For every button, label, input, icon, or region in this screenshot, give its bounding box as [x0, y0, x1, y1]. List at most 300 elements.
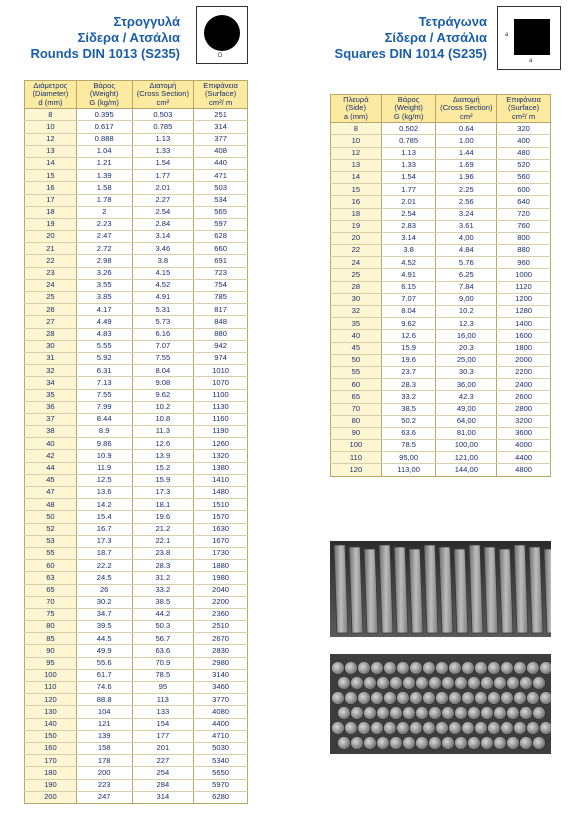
squares-cell: 90 [331, 427, 382, 439]
rounds-cell: 113 [132, 694, 194, 706]
table-row [25, 669, 248, 681]
table-row [331, 257, 551, 269]
rounds-cell: 56.7 [132, 633, 194, 645]
table-row [331, 293, 551, 305]
rounds-cell: 7.13 [76, 377, 132, 389]
round-bar-end-shape [351, 707, 364, 720]
round-bar-end-shape [423, 662, 436, 675]
rounds-cell: 1570 [194, 511, 248, 523]
squares-cell: 7.84 [436, 281, 497, 293]
rounds-cell: 12.6 [132, 438, 194, 450]
rounds-cell: 7.55 [132, 352, 194, 364]
table-row [25, 218, 248, 230]
squares-cell: 25,00 [436, 354, 497, 366]
rounds-cell: 24 [25, 279, 77, 291]
rounds-header-line: Διατομή [149, 81, 177, 90]
table-row [25, 682, 248, 694]
round-bar-end-shape [514, 692, 527, 705]
squares-cell: 30 [331, 293, 382, 305]
squares-cell: 3.14 [381, 232, 436, 244]
squares-cell: 13 [331, 159, 382, 171]
round-bar-end-shape [442, 677, 455, 690]
table-row [25, 535, 248, 547]
rounds-header-col-1 [76, 81, 132, 109]
round-bar-end-shape [384, 722, 397, 735]
rounds-cell: 78.5 [132, 669, 194, 681]
table-row [331, 232, 551, 244]
squares-cell: 70 [331, 403, 382, 415]
table-row [25, 645, 248, 657]
squares-cell: 800 [497, 232, 551, 244]
squares-cell: 2400 [497, 379, 551, 391]
squares-cell: 7.07 [381, 293, 436, 305]
squares-header-col-2 [436, 95, 497, 123]
squares-header-line: Διατομή [452, 95, 480, 104]
rounds-cell: 227 [132, 755, 194, 767]
rounds-cell: 16 [25, 182, 77, 194]
rounds-cell: 1630 [194, 523, 248, 535]
rounds-cell: 14 [25, 157, 77, 169]
round-bar-end-shape [364, 677, 377, 690]
squares-header-line: (Side) [345, 103, 366, 113]
round-bar-end-shape [416, 677, 429, 690]
rounds-cell: 0.503 [132, 109, 194, 121]
table-row [25, 633, 248, 645]
rounds-cell: 848 [194, 316, 248, 328]
table-row [331, 281, 551, 293]
rounds-cell: 0.617 [76, 121, 132, 133]
rounds-cell: 32 [25, 365, 77, 377]
squares-cell: 9,00 [436, 293, 497, 305]
squares-cell: 10 [331, 135, 382, 147]
round-bar-end-shape [507, 737, 520, 750]
rounds-cell: 2.47 [76, 231, 132, 243]
squares-cell: 0.785 [381, 135, 436, 147]
circle-icon [204, 15, 240, 51]
squares-cell: 12.6 [381, 330, 436, 342]
squares-cell: 36,00 [436, 379, 497, 391]
rounds-cell: 1.39 [76, 170, 132, 182]
round-bar-end-shape [488, 662, 501, 675]
rounds-cell: 503 [194, 182, 248, 194]
rounds-cell: 18.1 [132, 499, 194, 511]
rounds-cell: 223 [76, 779, 132, 791]
rounds-cell: 5.92 [76, 352, 132, 364]
squares-cell: 15.9 [381, 342, 436, 354]
squares-title-en: Squares DIN 1014 (S235) [334, 46, 487, 61]
rounds-cell: 408 [194, 145, 248, 157]
rounds-cell: 2670 [194, 633, 248, 645]
rounds-cell: 10.2 [132, 401, 194, 413]
rounds-cell: 39.5 [76, 621, 132, 633]
squares-cell: 2600 [497, 391, 551, 403]
rounds-cell: 3140 [194, 669, 248, 681]
rounds-cell: 158 [76, 742, 132, 754]
rounds-header-line: G (kg/m) [89, 97, 119, 107]
round-bar-end-shape [468, 737, 481, 750]
bottom-side-label: a [529, 58, 533, 64]
round-bar-end-shape [338, 677, 351, 690]
rounds-cell: 50.3 [132, 621, 194, 633]
rounds-cell: 12 [25, 133, 77, 145]
rounds-cell: 200 [76, 767, 132, 779]
squares-cell: 49,00 [436, 403, 497, 415]
rounds-cell: 2040 [194, 584, 248, 596]
rounds-cell: 49.9 [76, 645, 132, 657]
table-row [25, 328, 248, 340]
rounds-cell: 3.26 [76, 267, 132, 279]
rounds-cell: 2980 [194, 657, 248, 669]
squares-cell: 19.6 [381, 354, 436, 366]
rounds-cell: 44.5 [76, 633, 132, 645]
table-row [25, 194, 248, 206]
round-bar-end-shape [475, 662, 488, 675]
rounds-cell: 34.7 [76, 608, 132, 620]
table-row [331, 245, 551, 257]
round-bar-end-shape [442, 737, 455, 750]
round-bar-end-shape [527, 692, 540, 705]
rounds-cell: 1130 [194, 401, 248, 413]
squares-cell: 3.61 [436, 220, 497, 232]
rounds-cell: 22.2 [76, 560, 132, 572]
round-bar-end-shape [416, 737, 429, 750]
table-row [25, 742, 248, 754]
squares-cell: 2.56 [436, 196, 497, 208]
squares-cell: 19 [331, 220, 382, 232]
rounds-cell: 150 [25, 730, 77, 742]
rounds-cell: 10 [25, 121, 77, 133]
rounds-cell: 8.9 [76, 426, 132, 438]
table-row [25, 279, 248, 291]
squares-cell: 14 [331, 171, 382, 183]
round-bar-end-shape [481, 677, 494, 690]
rounds-cell: 565 [194, 206, 248, 218]
squares-cell: 113,00 [381, 464, 436, 476]
rounds-cell: 26 [76, 584, 132, 596]
rounds-cell: 2200 [194, 596, 248, 608]
rounds-cell: 9.62 [132, 389, 194, 401]
rounds-cell: 974 [194, 352, 248, 364]
rounds-cell: 15 [25, 170, 77, 182]
rounds-cell: 660 [194, 243, 248, 255]
rounds-header-line: Επιφάνεια [203, 81, 238, 90]
table-row [331, 196, 551, 208]
squares-cell: 81,00 [436, 427, 497, 439]
rounds-cell: 4.49 [76, 316, 132, 328]
rounds-cell: 200 [25, 791, 77, 803]
rounds-header-line: (Cross Section) [136, 89, 190, 99]
rounds-cell: 5.31 [132, 304, 194, 316]
round-bar-end-shape [462, 662, 475, 675]
round-bar-end-shape [403, 707, 416, 720]
round-bar-end-shape [345, 722, 358, 735]
table-row [25, 377, 248, 389]
rounds-cell: 1730 [194, 547, 248, 559]
squares-cell: 20.3 [436, 342, 497, 354]
rounds-cell: 10.9 [76, 450, 132, 462]
rounds-cell: 377 [194, 133, 248, 145]
squares-cell: 1800 [497, 342, 551, 354]
squares-cell: 12 [331, 147, 382, 159]
rounds-header-line: (Surface) [204, 89, 237, 99]
rounds-cell: 61.7 [76, 669, 132, 681]
rounds-cell: 121 [76, 718, 132, 730]
rounds-header-col-0 [25, 81, 77, 109]
squares-cell: 1.54 [381, 171, 436, 183]
rounds-cell: 1.13 [132, 133, 194, 145]
rounds-cell: 55.6 [76, 657, 132, 669]
squares-cell: 640 [497, 196, 551, 208]
squares-cell: 60 [331, 379, 382, 391]
rounds-cell: 31 [25, 352, 77, 364]
round-bar-end-shape [390, 677, 403, 690]
round-bar-end-shape [455, 737, 468, 750]
rounds-cell: 30.2 [76, 596, 132, 608]
squares-cell: 10.2 [436, 306, 497, 318]
table-row [25, 547, 248, 559]
rounds-cell: 0.888 [76, 133, 132, 145]
rounds-cell: 440 [194, 157, 248, 169]
round-bar-end-shape [449, 662, 462, 675]
squares-cell: 95,00 [381, 452, 436, 464]
squares-cell: 1400 [497, 318, 551, 330]
rounds-cell: 44.2 [132, 608, 194, 620]
rounds-cell: 4.52 [132, 279, 194, 291]
rounds-cell: 5650 [194, 767, 248, 779]
rounds-cell: 33.2 [132, 584, 194, 596]
rounds-cell: 110 [25, 682, 77, 694]
rounds-cell: 177 [132, 730, 194, 742]
squares-cell: 2000 [497, 354, 551, 366]
rounds-cell: 3.55 [76, 279, 132, 291]
rounds-cell: 723 [194, 267, 248, 279]
squares-subtitle-gr: Σίδερα / Ατσάλια [384, 30, 487, 45]
rounds-cell: 22 [25, 255, 77, 267]
rounds-cell: 15.2 [132, 462, 194, 474]
squares-cell: 45 [331, 342, 382, 354]
rounds-cell: 4.15 [132, 267, 194, 279]
rounds-cell: 3770 [194, 694, 248, 706]
round-bar-end-shape [507, 677, 520, 690]
round-bar-end-shape [436, 662, 449, 675]
squares-cell: 20 [331, 232, 382, 244]
rounds-cell: 3.8 [132, 255, 194, 267]
rounds-title-gr: Στρογγυλά [113, 14, 180, 29]
round-bar-end-shape [371, 722, 384, 735]
table-row [331, 342, 551, 354]
table-row [25, 572, 248, 584]
round-bar-end-shape [442, 707, 455, 720]
table-row [25, 608, 248, 620]
round-bar-end-shape [488, 692, 501, 705]
squares-cell: 1.33 [381, 159, 436, 171]
table-row [25, 462, 248, 474]
round-bars-illustration [330, 654, 551, 754]
rounds-table [24, 80, 248, 804]
table-row [331, 318, 551, 330]
round-bar-end-shape [468, 707, 481, 720]
table-row [25, 755, 248, 767]
rounds-cell: 53 [25, 535, 77, 547]
round-bar-end-shape [390, 707, 403, 720]
rounds-cell: 170 [25, 755, 77, 767]
round-bar-end-shape [332, 692, 345, 705]
squares-cell: 1.77 [381, 184, 436, 196]
squares-title-gr: Τετράγωνα [418, 14, 487, 29]
rounds-cell: 15.9 [132, 474, 194, 486]
squares-cell: 2.54 [381, 208, 436, 220]
rounds-cell: 785 [194, 292, 248, 304]
rounds-header-line: Διάμετρος [33, 81, 68, 90]
rounds-cell: 178 [76, 755, 132, 767]
rounds-cell: 247 [76, 791, 132, 803]
rounds-cell: 9.86 [76, 438, 132, 450]
squares-header-line: (Cross Section) [440, 103, 493, 113]
round-bar-end-shape [384, 692, 397, 705]
round-bar-end-shape [371, 662, 384, 675]
round-bar-end-shape [494, 707, 507, 720]
rounds-cell: 7.55 [76, 389, 132, 401]
rounds-cell: 130 [25, 706, 77, 718]
table-row [331, 184, 551, 196]
round-bar-end-shape [488, 722, 501, 735]
table-row [25, 157, 248, 169]
rounds-cell: 2.54 [132, 206, 194, 218]
side-label: a [505, 32, 509, 38]
rounds-cell: 0.785 [132, 121, 194, 133]
round-bar-end-shape [390, 737, 403, 750]
table-row [25, 182, 248, 194]
rounds-cell: 3.46 [132, 243, 194, 255]
table-row [25, 657, 248, 669]
round-bar-end-shape [410, 722, 423, 735]
round-bar-end-shape [371, 692, 384, 705]
table-row [25, 730, 248, 742]
rounds-cell: 10.8 [132, 413, 194, 425]
round-bar-end-shape [475, 722, 488, 735]
rounds-cell: 1480 [194, 487, 248, 499]
table-row [25, 231, 248, 243]
rounds-cell: 1190 [194, 426, 248, 438]
rounds-cell: 817 [194, 304, 248, 316]
round-bar-end-shape [332, 722, 345, 735]
round-bar-end-shape [501, 722, 514, 735]
squares-cell: 6.15 [381, 281, 436, 293]
squares-cell: 8 [331, 123, 382, 135]
rounds-cell: 251 [194, 109, 248, 121]
squares-title-block [300, 14, 487, 62]
rounds-cell: 23 [25, 267, 77, 279]
round-bar-end-shape [397, 692, 410, 705]
table-row [331, 440, 551, 452]
rounds-cell: 37 [25, 413, 77, 425]
squares-cell: 4800 [497, 464, 551, 476]
squares-cell: 4.91 [381, 269, 436, 281]
table-row [331, 171, 551, 183]
table-row [331, 427, 551, 439]
rounds-cell: 4.17 [76, 304, 132, 316]
squares-cell: 1.13 [381, 147, 436, 159]
squares-cell: 5.76 [436, 257, 497, 269]
rounds-cell: 1010 [194, 365, 248, 377]
round-bar-end-shape [377, 677, 390, 690]
square-icon [514, 19, 550, 55]
rounds-table-body [25, 109, 248, 804]
squares-header-line: a (mm) [343, 111, 368, 121]
round-bar-end-shape [507, 707, 520, 720]
rounds-cell: 4080 [194, 706, 248, 718]
rounds-cell: 16.7 [76, 523, 132, 535]
round-bar-end-shape [436, 692, 449, 705]
rounds-cell: 2 [76, 206, 132, 218]
squares-cell: 33.2 [381, 391, 436, 403]
squares-cell: 1600 [497, 330, 551, 342]
squares-cell: 80 [331, 415, 382, 427]
rounds-cell: 24.5 [76, 572, 132, 584]
rounds-cell: 3.14 [132, 231, 194, 243]
rounds-cell: 190 [25, 779, 77, 791]
round-bar-end-shape [332, 662, 345, 675]
round-bar-end-shape [364, 707, 377, 720]
table-row [25, 255, 248, 267]
squares-header-line: Πλευρά [343, 95, 369, 104]
round-bar-end-shape [351, 677, 364, 690]
rounds-cell: 2.23 [76, 218, 132, 230]
squares-cell: 2.01 [381, 196, 436, 208]
table-row [25, 438, 248, 450]
rounds-cell: 36 [25, 401, 77, 413]
rounds-cell: 2830 [194, 645, 248, 657]
round-bar-end-shape [358, 722, 371, 735]
rounds-cell: 6280 [194, 791, 248, 803]
round-bar-end-shape [527, 722, 540, 735]
round-bar-end-shape [462, 722, 475, 735]
round-bar-end-shape [494, 737, 507, 750]
rounds-cell: 42 [25, 450, 77, 462]
round-bar-end-shape [481, 737, 494, 750]
rounds-cell: 60 [25, 560, 77, 572]
table-row [331, 415, 551, 427]
squares-cell: 40 [331, 330, 382, 342]
rounds-header-line: cm² [156, 97, 170, 107]
table-row [25, 426, 248, 438]
table-row [25, 243, 248, 255]
round-bar-end-shape [384, 662, 397, 675]
round-bar-end-shape [455, 677, 468, 690]
squares-cell: 42.3 [436, 391, 497, 403]
squares-cell: 1000 [497, 269, 551, 281]
table-row [25, 474, 248, 486]
table-row [25, 767, 248, 779]
table-row [331, 330, 551, 342]
table-row [25, 450, 248, 462]
rounds-cell: 691 [194, 255, 248, 267]
squares-cell: 4.84 [436, 245, 497, 257]
squares-cell: 100,00 [436, 440, 497, 452]
rounds-cell: 26 [25, 304, 77, 316]
table-row [25, 304, 248, 316]
squares-cell: 15 [331, 184, 382, 196]
rounds-cell: 6.31 [76, 365, 132, 377]
squares-cell: 0.502 [381, 123, 436, 135]
round-bar-end-shape [468, 677, 481, 690]
rounds-cell: 31.2 [132, 572, 194, 584]
round-bar-end-shape [403, 677, 416, 690]
squares-cell: 720 [497, 208, 551, 220]
rounds-cell: 3.85 [76, 292, 132, 304]
rounds-cell: 34 [25, 377, 77, 389]
rounds-cell: 65 [25, 584, 77, 596]
